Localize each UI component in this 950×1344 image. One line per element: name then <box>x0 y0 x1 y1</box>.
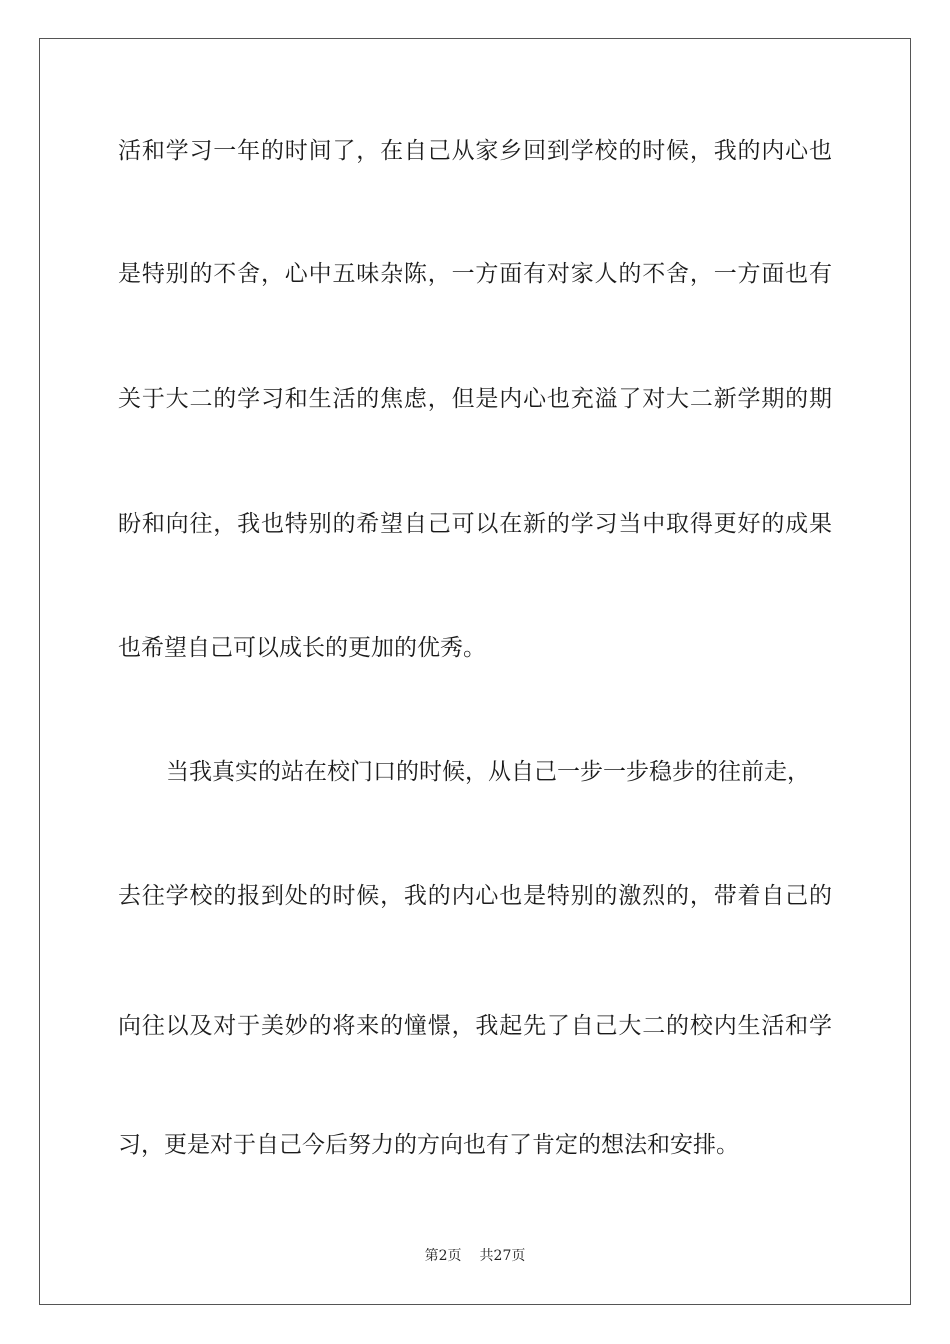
text-line: 向往以及对于美妙的将来的憧憬，我起先了自己大二的校内生活和学 <box>118 1013 832 1039</box>
text-line-indented: 当我真实的站在校门口的时候，从自己一步一步稳步的往前走， <box>166 759 810 785</box>
text-line: 盼和向往，我也特别的希望自己可以在新的学习当中取得更好的成果 <box>118 511 832 537</box>
page-total: 共27页 <box>479 1248 526 1264</box>
page-number: 第2页 <box>424 1248 462 1264</box>
text-line: 习，更是对于自己今后努力的方向也有了肯定的想法和安排。 <box>118 1132 739 1158</box>
page-footer <box>0 1246 950 1266</box>
text-line: 关于大二的学习和生活的焦虑，但是内心也充溢了对大二新学期的期 <box>118 386 832 412</box>
text-line: 是特别的不舍，心中五味杂陈，一方面有对家人的不舍，一方面也有 <box>118 261 832 287</box>
text-line: 也希望自己可以成长的更加的优秀。 <box>118 635 486 661</box>
text-line: 去往学校的报到处的时候，我的内心也是特别的激烈的，带着自己的 <box>118 883 832 909</box>
page-frame <box>39 38 911 1305</box>
text-line: 活和学习一年的时间了，在自己从家乡回到学校的时候，我的内心也 <box>118 138 832 164</box>
